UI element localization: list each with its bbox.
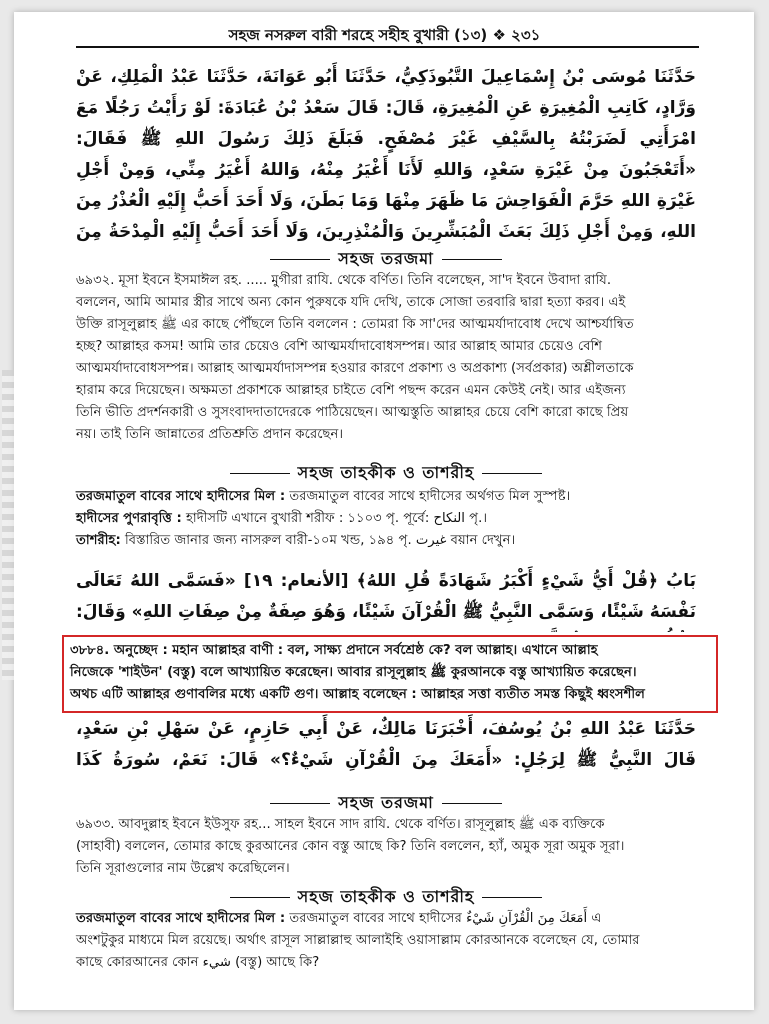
arabic-chapter-title: بَابُ ﴿قُلْ أَيُّ شَيْءٍ أَكْبَرُ شَهَادَةً قُلِ اللهُ﴾ [الأنعام: ١٩] «فَسَمَّى اللهُ تَعَالَى نَفْسَهُ شَيْئًا، وَسَمَّى النَّبِيُّ ﷺ الْقُرْآنَ شَيْئًا، وَهُوَ صِفَةٌ مِنْ صِفَاتِ اللهِ» وَقَالَ: — [76, 571, 696, 622]
translation-1-line: নয়। তাই তিনি জান্নাতের প্রতিশ্রুতি প্রদান করেছেন। — [76, 427, 344, 442]
heading-rule-left — [270, 259, 330, 260]
highlighted-chapter-translation — [70, 640, 710, 706]
tahqiq-2-line: অংশটুকুর মাধ্যমে মিল রয়েছে। অর্থাৎ রাসূল সাল্লাল্লাহু আলাইহি ওয়াসাল্লাম কোরআনকে বলেছেন যে, তোমার — [76, 933, 640, 948]
tashrih-text: বিস্তারিত জানার জন্য নাসরুল বারী-১০ম খন্ড, ১৯৪ পৃ. غيرت বয়ান দেখুন। — [124, 533, 516, 548]
translation-1 — [76, 270, 696, 446]
heading-text: সহজ তাহকীক ও তাশরীহ — [297, 887, 475, 906]
heading-rule-right — [442, 803, 502, 804]
tahqiq-1-match — [76, 486, 696, 508]
heading-tahqiq-2 — [76, 884, 696, 911]
running-header: সহজ নসরুল বারী শরহে সহীহ বুখারী (১৩) ❖ ২৩১ — [228, 26, 541, 44]
heading-text: সহজ তরজমা — [338, 793, 434, 812]
repeat-label: হাদীসের পুণরাবৃত্তি : — [76, 511, 182, 526]
heading-translation-2 — [76, 790, 696, 817]
translation-1-line: বললেন, আমি আমার স্ত্রীর সাথে অন্য কোন পুরুষকে যদি দেখি, তাকে সোজা তরবারি দ্বারা হত্যা করব। এই — [76, 295, 626, 310]
repeat-text: হাদীসটি এখানে বুখারী শরীফ : ১১০৩ পৃ. পূর্বে: النكاح পৃ.। — [185, 511, 488, 526]
translation-1-line: ৬৯৩২. মূসা ইবনে ইসমাঈল রহ. ..... মুগীরা রাযি. থেকে বর্ণিত। তিনি বলেছেন, সা'দ ইবনে উবাদা রাযি. — [76, 273, 612, 288]
tahqiq-2-match — [76, 908, 696, 930]
tahqiq-1-tashrih — [76, 530, 696, 552]
translation-1-line: হচ্ছ? আল্লাহর কসম! আমি তার চেয়েও বেশি আত্মমর্যাদাবোধসম্পন্ন। আর আল্লাহ আমার চেয়েও বেশি — [76, 339, 603, 354]
heading-text: সহজ তাহকীক ও তাশরীহ — [297, 463, 475, 482]
highlight-line: অথচ এটি আল্লাহর গুণাবলির মধ্যে একটি গুণ। আল্লাহ বলেছেন : আল্লাহর সত্তা ব্যতীত সমস্ত কিছুই ধ্বংসশীল — [70, 687, 646, 702]
tahqiq-2-line: কাছে কোরআনের কোন شيء (বস্তু) আছে কি? — [76, 955, 320, 970]
translation-2 — [76, 814, 696, 880]
translation-1-line: তিনি ভীতি প্রদর্শনকারী ও সুসংবাদদাতাদেরকে পাঠিয়েছেন। আত্মস্তুতি আল্লাহর চেয়ে বেশি কারো কাছে প্রিয় — [76, 405, 629, 420]
translation-1-line: উক্তি রাসূলুল্লাহ ﷺ এর কাছে পৌঁছলে তিনি বললেন : তোমরা কি সা'দের আত্মমর্যাদাবোধ দেখে আশ্চর্যান্বিত — [76, 317, 634, 332]
heading-tahqiq-1 — [76, 460, 696, 487]
highlight-line: ৩৮৮৪. অনুচ্ছেদ : মহান আল্লাহর বাণী : বল, সাক্ষ্য প্রদানে সর্বশ্রেষ্ঠ কে? বল আল্লাহ। এখানে আল্লাহ — [70, 643, 598, 658]
heading-rule-left — [270, 803, 330, 804]
match-text: তরজমাতুল বাবের সাথে হাদীসের أَمَعَكَ مِنَ الْقُرْآنِ شَيْءٌ এ — [289, 911, 602, 926]
arabic-hadith-2: حَدَّثَنَا عَبْدُ اللهِ بْنُ يُوسُفَ، أَخْبَرَنَا مَالِكٌ، عَنْ أَبِي حَازِمٍ، عَنْ سَهْلِ بْنِ سَعْدٍ، قَالَ النَّبِيُّ ﷺ لِرَجُلٍ: «أَمَعَكَ مِنَ الْقُرْآنِ شَيْءٌ؟» قَالَ: نَعَمْ، سُورَةُ كَذَا — [76, 719, 696, 770]
heading-rule-right — [482, 897, 542, 898]
heading-rule-left — [230, 897, 290, 898]
heading-translation-1 — [76, 246, 696, 273]
translation-2-line: ৬৯৩৩. আবদুল্লাহ ইবনে ইউসুফ রহ... সাহল ইবনে সাদ রাযি. থেকে বর্ণিত। রাসূলুল্লাহ ﷺ এক ব্যক্তিকে — [76, 817, 605, 832]
translation-2-line: তিনি সূরাগুলোর নাম উল্লেখ করেছিলেন। — [76, 861, 290, 876]
tahqiq-1 — [76, 486, 696, 552]
header-rule — [76, 46, 699, 48]
translation-1-line: হারাম করে দিয়েছেন। অক্ষমতা প্রকাশকে আল্লাহর চাইতে বেশি পছন্দ করেন এমন কেউই নেই। আর এইজন্য — [76, 383, 626, 398]
match-label: তরজমাতুল বাবের সাথে হাদীসের মিল : — [76, 489, 286, 504]
translation-2-line: (সাহাবী) বললেন, তোমার কাছে কুরআনের কোন বস্তু আছে কি? তিনি বললেন, হ্যাঁ, অমুক সূরা অমুক সূরা। — [76, 839, 625, 854]
heading-rule-right — [482, 473, 542, 474]
tashrih-label: তাশরীহ: — [76, 533, 121, 548]
tahqiq-1-repeat — [76, 508, 696, 530]
match-text: তরজমাতুল বাবের সাথে হাদীসের অর্থগত মিল সুস্পষ্ট। — [289, 489, 571, 504]
arabic-hadith-1: حَدَّثَنَا مُوسَى بْنُ إِسْمَاعِيلَ التَّبُوذَكِيُّ، حَدَّثَنَا أَبُو عَوَانَةَ، حَدَّثَنَا عَبْدُ الْمَلِكِ، عَنْ وَرَّادٍ، كَاتِبِ الْمُغِيرَةِ عَنِ الْمُغِيرَةِ، قَالَ: قَالَ سَعْدُ بْنُ عُبَادَةَ: لَوْ رَأَيْتُ رَجُلًا مَعَ امْرَأَتِي لَضَرَبْتُهُ بِالسَّيْفِ غَيْرَ مُصْفَحٍ. فَبَلَغَ ذَلِكَ رَسُولَ اللهِ ﷺ فَقَالَ: «أَتَعْجَبُونَ مِنْ غَيْرَةِ سَعْدٍ، وَاللهِ لَأَنَا أَغْيَرُ مِنْهُ، وَاللهُ أَغْيَرُ مِنِّي، وَمِنْ أَجْلِ غَيْرَةِ اللهِ حَرَّمَ الْفَوَاحِشَ مَا ظَهَرَ مِنْهَا وَمَا بَطَنَ، وَلَا أَحَدَ أَحَبُّ إِلَيْهِ الْعُذْرُ مِنَ اللهِ، وَمِنْ أَجْلِ ذَلِكَ بَعَثَ الْمُبَشِّرِينَ وَالْمُنْذِرِينَ، وَلَا أَحَدَ أَحَبُّ إِلَيْهِ الْمِدْحَةُ مِنَ — [76, 67, 696, 242]
blurred-margin-watermark — [2, 370, 14, 680]
heading-text: সহজ তরজমা — [338, 249, 434, 268]
highlight-line: নিজেকে 'শাইউন' (বস্তু) বলে আখ্যায়িত করেছেন। আবার রাসূলুল্লাহ ﷺ কুরআনকে বস্তু আখ্যায়িত করেছেন। — [70, 665, 637, 680]
heading-rule-right — [442, 259, 502, 260]
match-label: তরজমাতুল বাবের সাথে হাদীসের মিল : — [76, 911, 286, 926]
translation-1-line: আত্মমর্যাদাবোধসম্পন্ন। আল্লাহ আত্মমর্যাদাসম্পন্ন হওয়ার কারণে প্রকাশ্য ও অপ্রকাশ্য (সর্বপ্রকার) অশ্লীলতাকে — [76, 361, 634, 376]
tahqiq-2 — [76, 908, 696, 974]
heading-rule-left — [230, 473, 290, 474]
